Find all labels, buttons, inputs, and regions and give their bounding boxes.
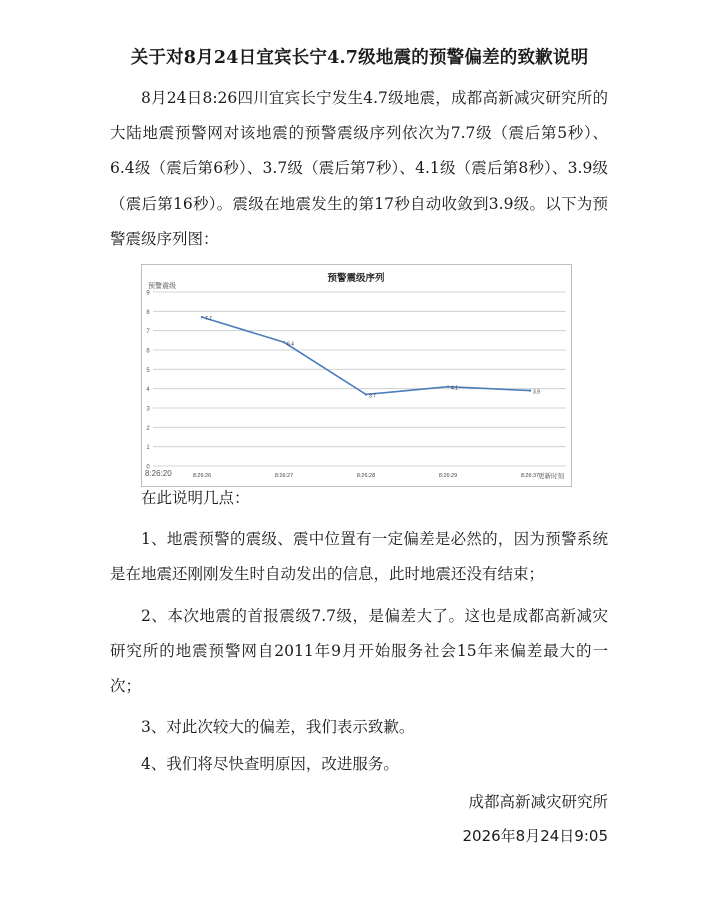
chart-title: 预警震级序列 [327, 273, 385, 284]
chart-frame [142, 265, 572, 487]
chart-x-tick-label: 8:26:37 [520, 473, 540, 479]
magnitude-sequence-chart [141, 264, 572, 487]
note-item-3: 3、对此次较大的偏差，我们表示致歉。 [141, 718, 415, 736]
chart-y-tick-label: 2 [146, 425, 150, 432]
chart-y-tick-label: 3 [146, 406, 150, 413]
chart-x-tick-label: 8:26:26 [192, 473, 212, 479]
chart-y-axis-label: 预警震级 [148, 282, 176, 290]
chart-y-tick-label: 5 [146, 367, 150, 374]
chart-data-label: 7.7 [205, 316, 212, 323]
chart-y-tick-label: 6 [146, 348, 150, 355]
note-item-1: 1、地震预警的震级、震中位置有一定偏差是必然的，因为预警系统是在地震还刚刚发生时自动发出的信息，此时地震还没有结束； [110, 530, 608, 584]
chart-y-tick-label: 9 [146, 290, 150, 297]
chart-x-axis-label: 更新时刻 [538, 472, 564, 480]
chart-x-tick-label: 8:26:28 [356, 473, 376, 479]
chart-data-point [529, 389, 531, 391]
chart-data-point [447, 386, 449, 388]
chart-x-tick-label: 8:26:29 [438, 473, 458, 479]
document-title: 关于对8月24日宜宾长宁4.7级地震的预警偏差的致歉说明 [130, 48, 589, 68]
chart-data-label: 3.7 [369, 393, 376, 400]
chart-y-tick-label: 4 [146, 387, 150, 394]
notes-intro: 在此说明几点： [141, 489, 250, 507]
note-item-2: 2、本次地震的首报震级7.7级，是偏差大了。这也是成都高新减灾研究所的地震预警网自2011年9月开始服务社会15年来偏差最大的一次； [110, 607, 608, 696]
chart-data-label: 3.9 [533, 389, 540, 396]
chart-x-tick-label: 8:26:27 [274, 473, 294, 479]
intro-paragraph: 8月24日8:26四川宜宾长宁发生4.7级地震，成都高新减灾研究所的大陆地震预警网对该地震的预警震级序列依次为7.7级（震后第5秒）、6.4级（震后第6秒）、3.7级（震后第7秒）、4.1级（震后第8秒）、3.9级（震后第16秒）。震级在地震发生的第17秒自动收敛到3.9级。以下为预警震级序列图： [110, 89, 608, 248]
chart-data-label: 4.1 [451, 385, 458, 392]
chart-y-tick-label: 0 [146, 464, 150, 471]
chart-y-tick-label: 1 [146, 445, 150, 452]
chart-data-point [201, 316, 203, 318]
chart-data-point [365, 393, 367, 395]
signature-date: 2026年8月24日9:05 [462, 827, 608, 845]
chart-y-tick-label: 8 [146, 309, 150, 316]
chart-y-tick-label: 7 [146, 329, 150, 336]
chart-data-label: 6.4 [287, 341, 294, 348]
signature-organization: 成都高新减灾研究所 [468, 793, 608, 811]
chart-origin-label: 8:26:20 [145, 469, 172, 478]
chart-data-point [283, 341, 285, 343]
chart-svg [141, 264, 572, 487]
note-item-4: 4、我们将尽快查明原因，改进服务。 [141, 755, 399, 773]
